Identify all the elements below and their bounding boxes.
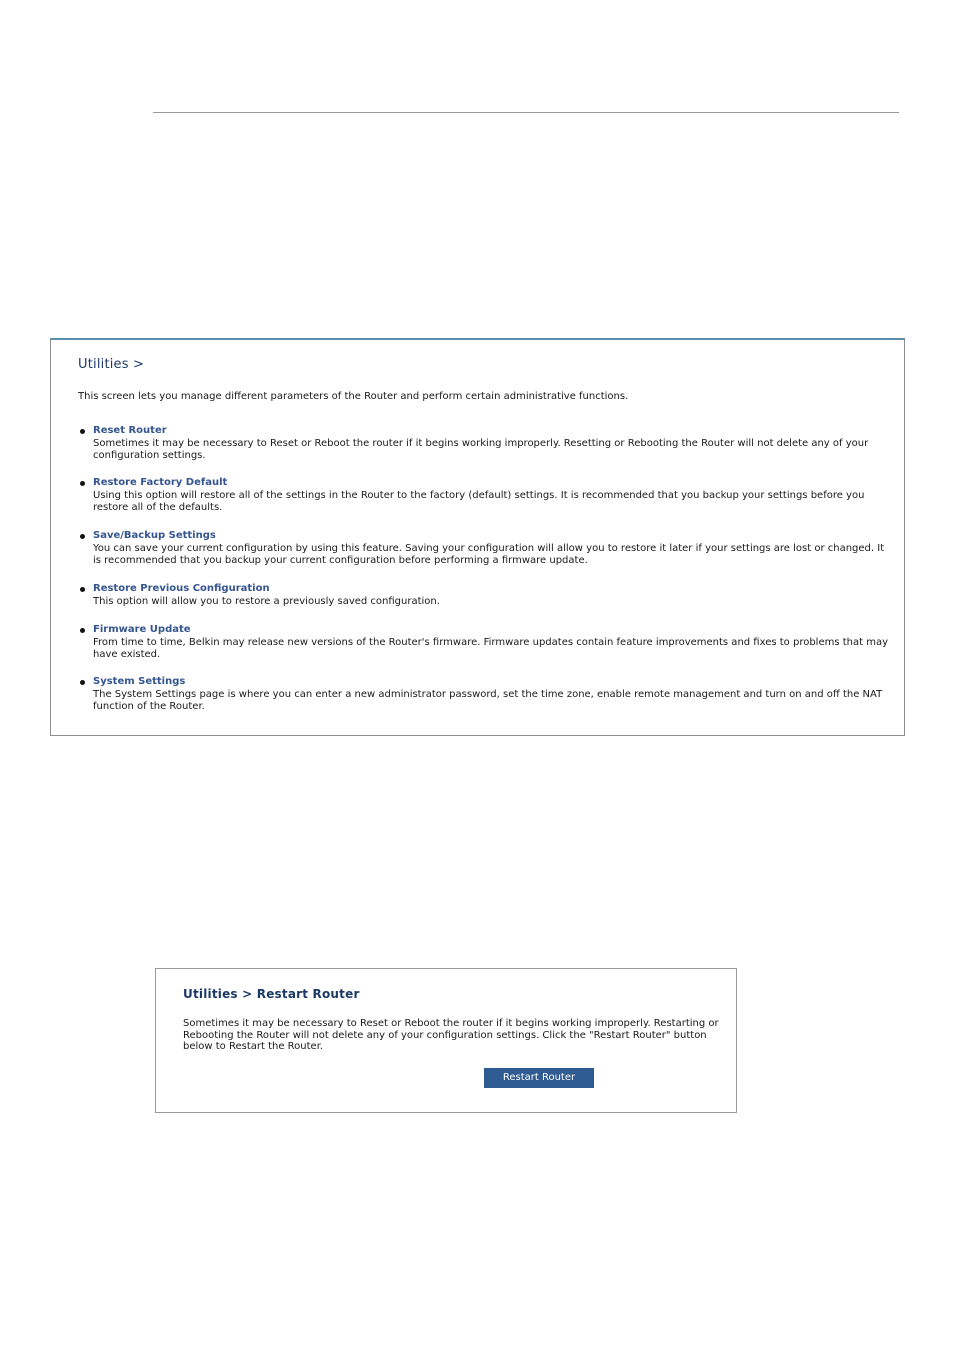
bullet-icon [80, 587, 85, 592]
reset-router-link[interactable]: Reset Router [93, 425, 167, 436]
restore-factory-default-description: Using this option will restore all of the settings in the Router to the factory (default) settings. It is recommended that you backup your settings before you restore all of the defaults. [93, 490, 865, 513]
restore-previous-configuration-link[interactable]: Restore Previous Configuration [93, 583, 270, 594]
restart-router-button[interactable]: Restart Router [484, 1068, 594, 1088]
utilities-title: Utilities > [78, 357, 145, 372]
firmware-update-link[interactable]: Firmware Update [93, 624, 191, 635]
reset-router-description: Sometimes it may be necessary to Reset or Reboot the router if it begins working improperly. Resetting or Rebooting the Router will not delete any of your configuration settings. [93, 438, 869, 461]
utilities-intro: This screen lets you manage different parameters of the Router and perform certain administrative functions. [78, 391, 629, 402]
utilities-panel [50, 338, 905, 736]
restart-router-title: Utilities > Restart Router [183, 987, 360, 1001]
restore-factory-default-link[interactable]: Restore Factory Default [93, 477, 228, 488]
restore-previous-configuration-description: This option will allow you to restore a previously saved configuration. [93, 596, 440, 607]
system-settings-link[interactable]: System Settings [93, 676, 186, 687]
bullet-icon [80, 628, 85, 633]
restart-router-panel [155, 968, 737, 1113]
bullet-icon [80, 680, 85, 685]
bullet-icon [80, 481, 85, 486]
firmware-update-description: From time to time, Belkin may release new versions of the Router's firmware. Firmware updates contain feature improvements and fixes to problems that may have existed. [93, 637, 889, 660]
save-backup-settings-link[interactable]: Save/Backup Settings [93, 530, 216, 541]
restart-router-description: Sometimes it may be necessary to Reset or Reboot the router if it begins working improperly. Restarting or Rebooting the Router will not delete any of your configuration settings. Click the "Restart Router" button below to Restart the Router. [183, 1018, 719, 1052]
top-divider [153, 112, 899, 113]
bullet-icon [80, 534, 85, 539]
bullet-icon [80, 429, 85, 434]
system-settings-description: The System Settings page is where you can enter a new administrator password, set the time zone, enable remote management and turn on and off the NAT function of the Router. [93, 689, 883, 712]
save-backup-settings-description: You can save your current configuration by using this feature. Saving your configuration will allow you to restore it later if your settings are lost or changed. It is recommended that you backup your current configuration before performing a firmware update. [93, 543, 885, 566]
